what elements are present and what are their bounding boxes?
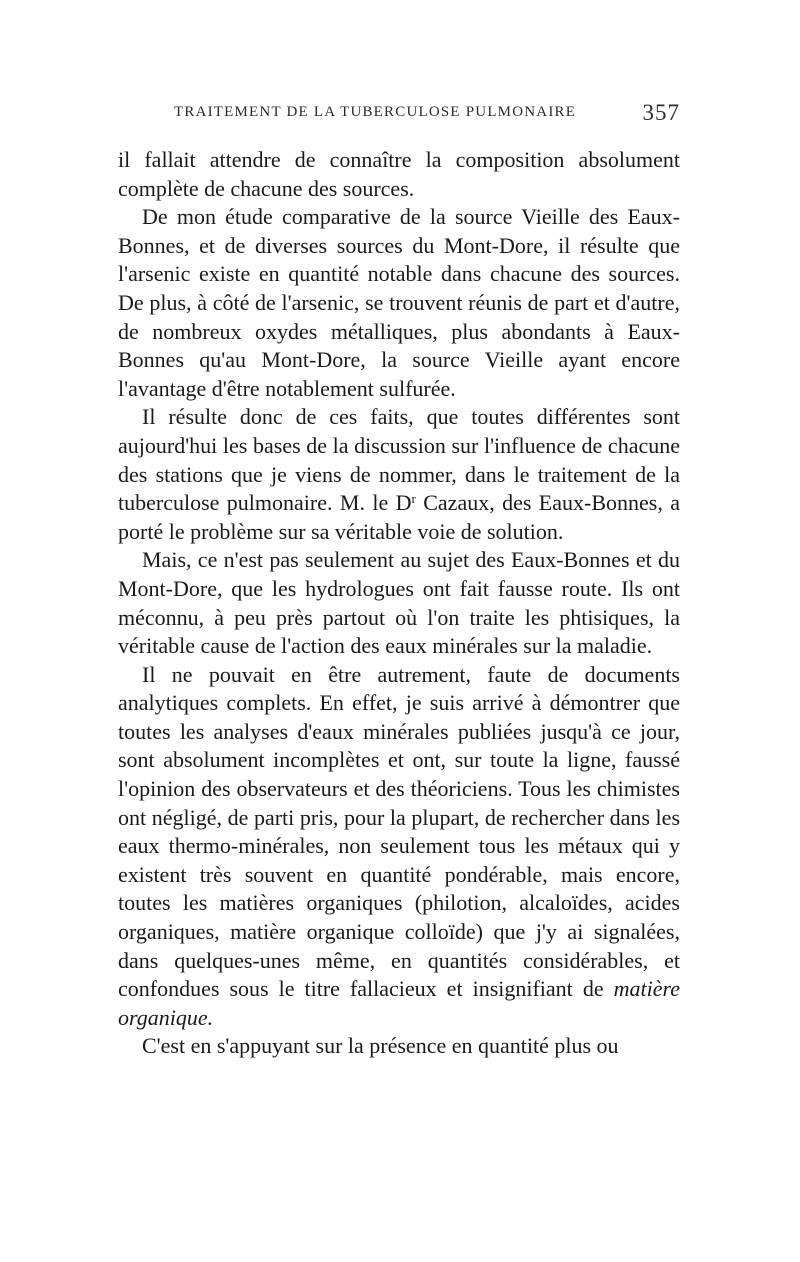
paragraph-5-text-before: Il ne pouvait en être autrement, faute de documents analytiques complets. En effet, je suis arrivé à démontrer que toutes les analyses d'eaux minérales publiées jusqu'à ce jour, sont absolument incomplètes et ont, sur toute la ligne, faussé l'opinion des observateurs et des théoriciens. Tous les chimistes ont négligé, de parti pris, pour la plupart, de rechercher dans les eaux thermo-minérales, non seulement tous les métaux qui y existent très souvent en quantité pondérable, mais encore, toutes les matières organiques (philotion, alcaloïdes, acides organiques, matière organique colloïde) que j'y ai signalées, dans quelques-unes même, en quantités considérables, et confondues sous le titre fallacieux et insignifiant de	[118, 661, 680, 1002]
paragraph-3	[118, 403, 680, 546]
running-header	[118, 100, 680, 134]
paragraph-4: Mais, ce n'est pas seulement au sujet des Eaux-Bonnes et du Mont-Dore, que les hydrologues ont fait fausse route. Ils ont méconnu, à peu près partout où l'on traite les phtisiques, la véritable cause de l'action des eaux minérales sur la maladie.	[118, 547, 680, 659]
paragraph-3-text-after: Cazaux, des Eaux-Bonnes, a porté le problème sur sa véritable voie de solution.	[118, 490, 680, 544]
paragraph-2: De mon étude comparative de la source Vieille des Eaux-Bonnes, et de diverses sources du Mont-Dore, il résulte que l'arsenic existe en quantité notable dans chacune des sources. De plus, à côté de l'arsenic, se trouvent réunis de part et d'autre, de nombreux oxydes métalliques, plus abondants à Eaux-Bonnes qu'au Mont-Dore, la source Vieille ayant encore l'avantage d'être notablement sulfurée.	[118, 204, 680, 401]
italic-term: matière organique.	[118, 976, 680, 1030]
paragraph-1: il fallait attendre de connaître la composition absolument complète de chacune des sources.	[118, 147, 680, 201]
paragraph-6: C'est en s'appuyant sur la présence en quantité plus ou	[142, 1033, 619, 1059]
paragraph-5	[118, 661, 680, 1033]
paragraph-3-text-before: Il résulte donc de ces faits, que toutes différentes sont aujourd'hui les bases de la discussion sur l'influence de chacune des stations que je viens de nommer, dans le traitement de la tuberculose pulmonaire. M. le D	[118, 404, 680, 516]
page-number: 357	[642, 100, 680, 125]
body-text	[118, 146, 680, 1061]
running-title: TRAITEMENT DE LA TUBERCULOSE PULMONAIRE	[174, 104, 577, 120]
book-page	[118, 100, 680, 1061]
doctor-abbrev-superscript: r	[411, 491, 416, 507]
